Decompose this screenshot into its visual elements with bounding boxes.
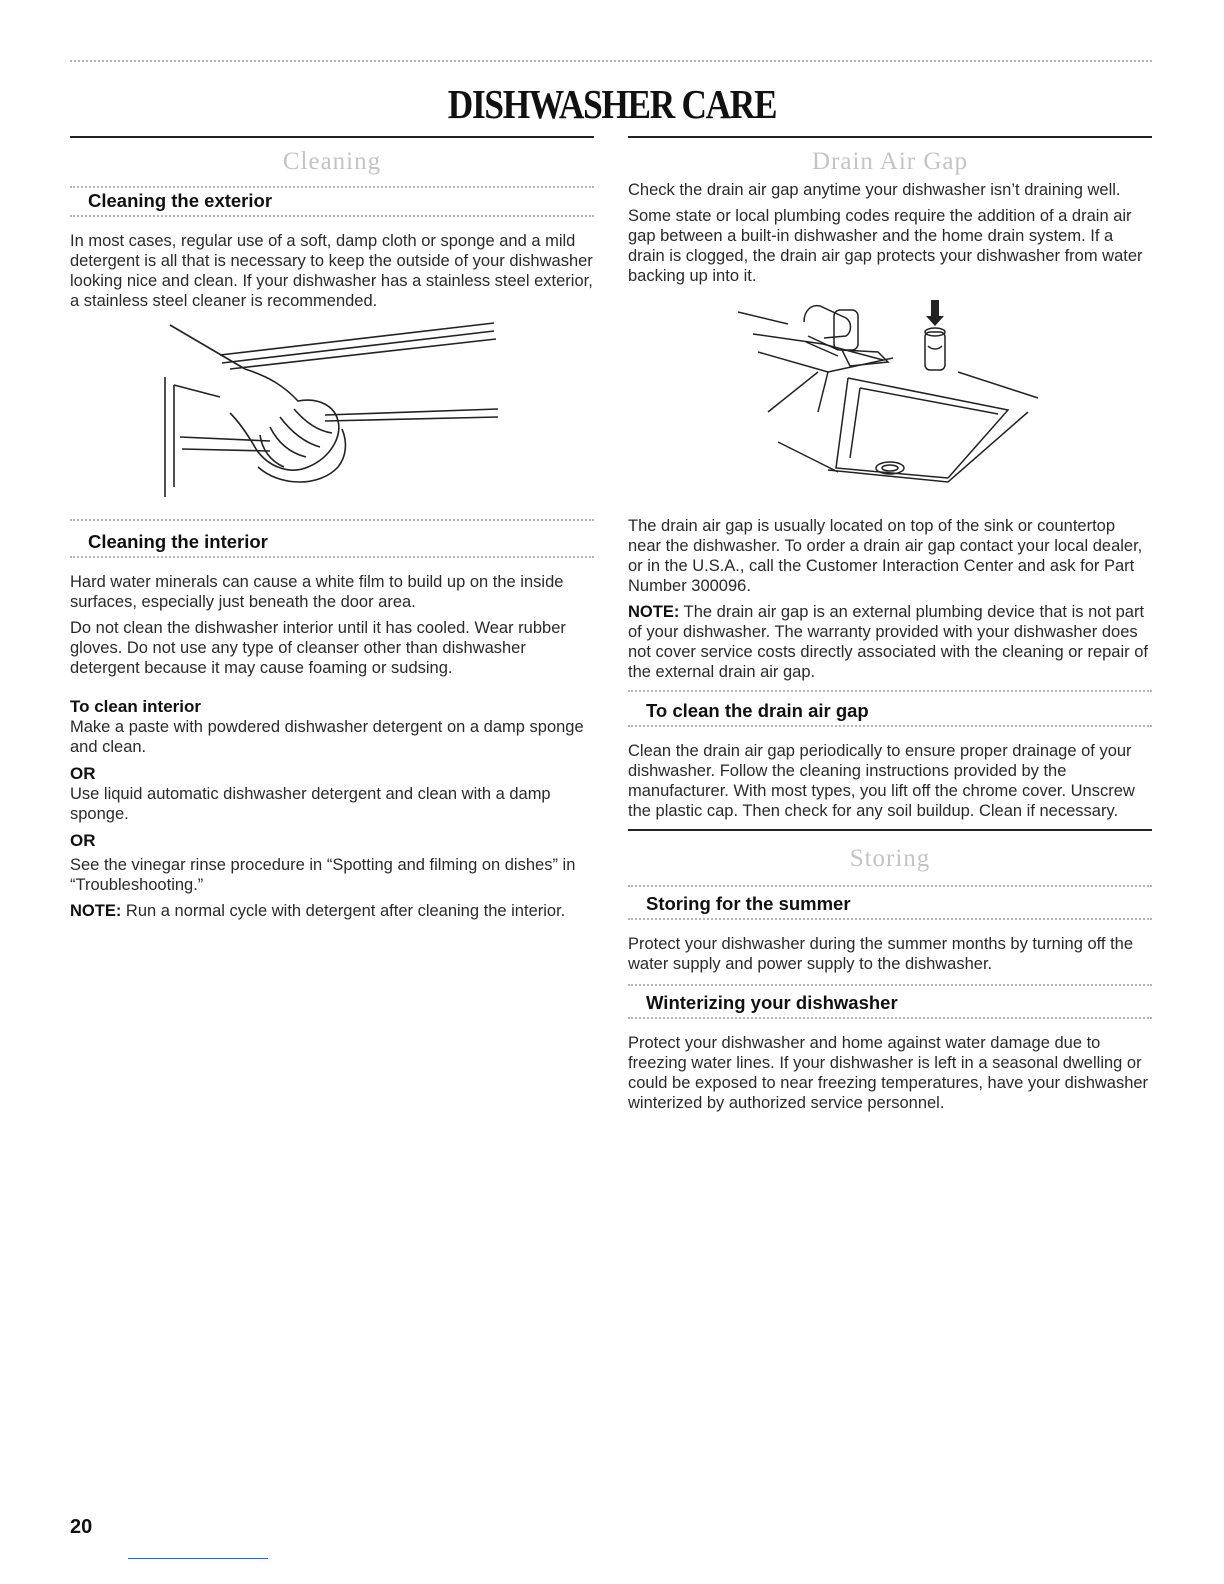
drain-paragraph-1: Check the drain air gap anytime your dishwasher isn’t draining well. bbox=[628, 181, 1121, 199]
section-rule bbox=[70, 136, 594, 138]
summer-paragraph: Protect your dishwasher during the summer months by turning off the water supply and power supply to the dishwasher. bbox=[628, 935, 1134, 973]
note-label: NOTE: bbox=[628, 603, 680, 621]
dotted-rule bbox=[628, 1017, 1152, 1019]
top-dotted-rule bbox=[70, 60, 1152, 62]
section-title-drain-air-gap: Drain Air Gap bbox=[811, 148, 969, 175]
section-rule bbox=[628, 829, 1152, 831]
drain-note bbox=[628, 602, 1152, 682]
clean-gap-paragraph: Clean the drain air gap periodically to ensure proper drainage of your dishwasher. Follow the cleaning instructions provided by the manufacturer. With most types, you lift off the chrome cover. Unscrew the plastic cap. Then check for any soil buildup. Clean if necessary. bbox=[628, 742, 1135, 820]
drain-paragraph-3: The drain air gap is usually located on top of the sink or countertop near the dishwasher. To order a drain air gap contact your local dealer, or in the U.S.A., call the Customer Interaction Center and ask for Part Number 300096. bbox=[628, 517, 1143, 595]
interior-paragraph-1: Hard water minerals can cause a white film to build up on the inside surfaces, especially just beneath the door area. bbox=[70, 573, 564, 611]
subheading-winterizing: Winterizing your dishwasher bbox=[646, 992, 898, 1013]
subheading-cleaning-exterior: Cleaning the exterior bbox=[88, 190, 273, 211]
page-number: 20 bbox=[70, 1516, 93, 1538]
note-label: NOTE: bbox=[70, 902, 122, 920]
left-column bbox=[70, 136, 594, 927]
or-label-2: OR bbox=[70, 831, 96, 850]
subheading-cleaning-interior: Cleaning the interior bbox=[88, 531, 268, 552]
footer-line bbox=[128, 1558, 268, 1559]
interior-step-3: See the vinegar rinse procedure in “Spotting and filming on dishes” in “Troubleshooting.” bbox=[70, 856, 576, 894]
section-rule bbox=[628, 136, 1152, 138]
section-title-cleaning: Cleaning bbox=[282, 148, 382, 175]
or-label-1: OR bbox=[70, 764, 96, 783]
wiping-exterior-illustration bbox=[70, 317, 594, 507]
note-text: Run a normal cycle with detergent after cleaning the interior. bbox=[121, 902, 566, 920]
right-column bbox=[628, 136, 1152, 1119]
interior-note bbox=[70, 901, 594, 921]
dotted-rule bbox=[70, 556, 594, 558]
to-clean-interior-heading: To clean interior bbox=[70, 697, 201, 716]
subheading-clean-drain-air-gap: To clean the drain air gap bbox=[646, 700, 869, 721]
section-title-storing: Storing bbox=[849, 845, 931, 872]
interior-paragraph-2: Do not clean the dishwasher interior until it has cooled. Wear rubber gloves. Do not use any type of cleanser other than dishwasher detergent because it may cause foaming or sudsing. bbox=[70, 619, 566, 677]
interior-step-1: Make a paste with powdered dishwasher detergent on a damp sponge and clean. bbox=[70, 718, 584, 756]
note-text: The drain air gap is an external plumbing device that is not part of your dishwasher. The warranty provided with your dishwasher does not cover service costs directly associated with the cleaning or repair of the external drain air gap. bbox=[628, 603, 1148, 681]
drain-air-gap-illustration bbox=[628, 292, 1152, 502]
winter-paragraph: Protect your dishwasher and home against water damage due to freezing water lines. If your dishwasher is left in a seasonal dwelling or could be exposed to near freezing temperatures, have your dishwasher winterized by authorized service personnel. bbox=[628, 1034, 1149, 1112]
dotted-rule bbox=[628, 725, 1152, 727]
subheading-storing-summer: Storing for the summer bbox=[646, 893, 851, 914]
dotted-rule bbox=[70, 215, 594, 217]
dotted-rule bbox=[628, 918, 1152, 920]
page-title: DISHWASHER CARE bbox=[447, 81, 777, 127]
interior-step-2: Use liquid automatic dishwasher detergent and clean with a damp sponge. bbox=[70, 785, 551, 823]
drain-paragraph-2: Some state or local plumbing codes require the addition of a drain air gap between a built-in dishwasher and the home drain system. If a drain is clogged, the drain air gap protects your dishwasher from water backing up into it. bbox=[628, 207, 1143, 285]
exterior-paragraph: In most cases, regular use of a soft, damp cloth or sponge and a mild detergent is all that is necessary to keep the outside of your dishwasher looking nice and clean. If your dishwasher has a stainless steel exterior, a stainless steel cleaner is recommended. bbox=[70, 232, 593, 310]
